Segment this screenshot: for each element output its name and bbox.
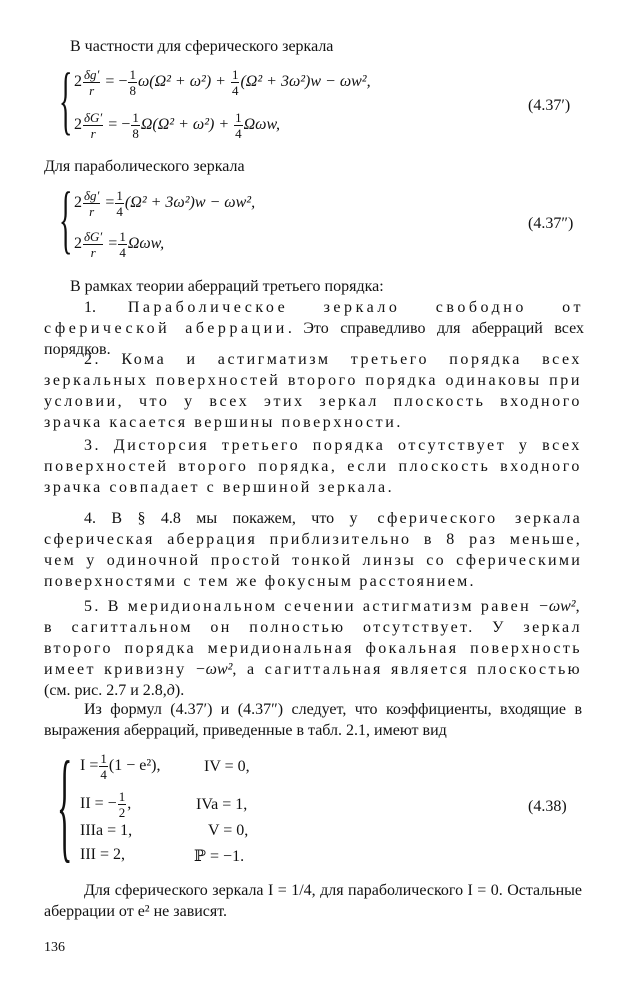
eq-437p-line2: 2 $\frac{\delta G'}{r}$ = − $\frac{1}{8}$ Ω(Ω² + ω²) + $\frac{1}{4}$ Ωωw, <box>74 110 280 141</box>
theory-intro: В рамках теории аберраций третьего порядка: <box>70 278 384 295</box>
brace-437pp: { <box>59 176 73 262</box>
statement-5: 5. В меридиональном сечении астигматизм равен −ωw², в сагиттальном он полностью отсутствует. У зеркал второго порядка меридиональная фокальная поверхность имеет кривизну −ωw², а сагиттальная является плоскостью (см. рис. 2.7 и 2.8,д). <box>44 598 582 699</box>
brace-438: { <box>57 734 73 875</box>
statement-2: 2. Кома и астигматизм третьего порядка всех зеркальных поверхностей второго порядка одинаковы при условии, что у всех этих зеркал плоскость входного зрачка касается вершины поверхности. <box>44 351 582 431</box>
final-paragraph: Для сферического зеркала I = 1/4, для параболического I = 0. Остальные аберрации от e² не зависят. <box>44 882 582 920</box>
statement-3: 3. Дисторсия третьего порядка отсутствует у всех поверхностей второго порядка, если плоскость входного зрачка совпадает с вершиной зеркала. <box>44 437 582 496</box>
eq-437pp-line1: 2 $\frac{\delta g'}{r}$ = $\frac{1}{4}$ (Ω² + 3ω²)w − ωw², <box>74 188 256 219</box>
eq-437p-number: (4.37′) <box>528 97 571 114</box>
eq-438-row4-right: ℙ = −1. <box>194 848 245 865</box>
eq-437p-line1: 2 $\frac{\delta g'}{r}$ = − $\frac{1}{8}$ ω(Ω² + ω²) + $\frac{1}{4}$ (Ω² + 3ω²)w − ωw², <box>74 67 371 98</box>
eq-437pp-number: (4.37″) <box>528 215 574 232</box>
eq-438-row2-right: IVa = 1, <box>196 796 248 813</box>
eq-438-row4-left: III = 2, <box>80 846 126 863</box>
eq-438-row3-left: IIIa = 1, <box>80 822 133 839</box>
statement-1: 1. Параболическое зеркало свободно от сферической аберрации. Это справедливо для аберраций всех порядков. <box>44 299 584 358</box>
intro-parabolic: Для параболического зеркала <box>44 158 245 175</box>
intro-spherical: В частности для сферического зеркала <box>70 38 334 55</box>
brace-437p: { <box>59 57 73 143</box>
formulas-paragraph: Из формул (4.37′) и (4.37″) следует, что коэффициенты, входящие в выражения аберраций, приведенные в табл. 2.1, имеют вид <box>44 701 582 739</box>
statement-4: 4. В § 4.8 мы покажем, что у сферического зеркала сферическая аберрация приблизительно в 8 раз меньше, чем у одиночной простой тонкой линзы со сферическими поверхностями с тем же фокусным расстоянием. <box>44 510 582 590</box>
eq-438-row1-right: IV = 0, <box>204 758 250 775</box>
eq-438-row2-left: II = − $\frac{1}{2}$ , <box>80 789 132 820</box>
eq-438-row1-left: I = $\frac{1}{4}$ (1 − e²), <box>80 751 161 782</box>
eq-437pp-line2: 2 $\frac{\delta G'}{r}$ = $\frac{1}{4}$ Ωωw, <box>74 229 165 260</box>
page-number: 136 <box>44 940 65 955</box>
eq-438-number: (4.38) <box>528 798 567 815</box>
eq-438-row3-right: V = 0, <box>208 822 249 839</box>
